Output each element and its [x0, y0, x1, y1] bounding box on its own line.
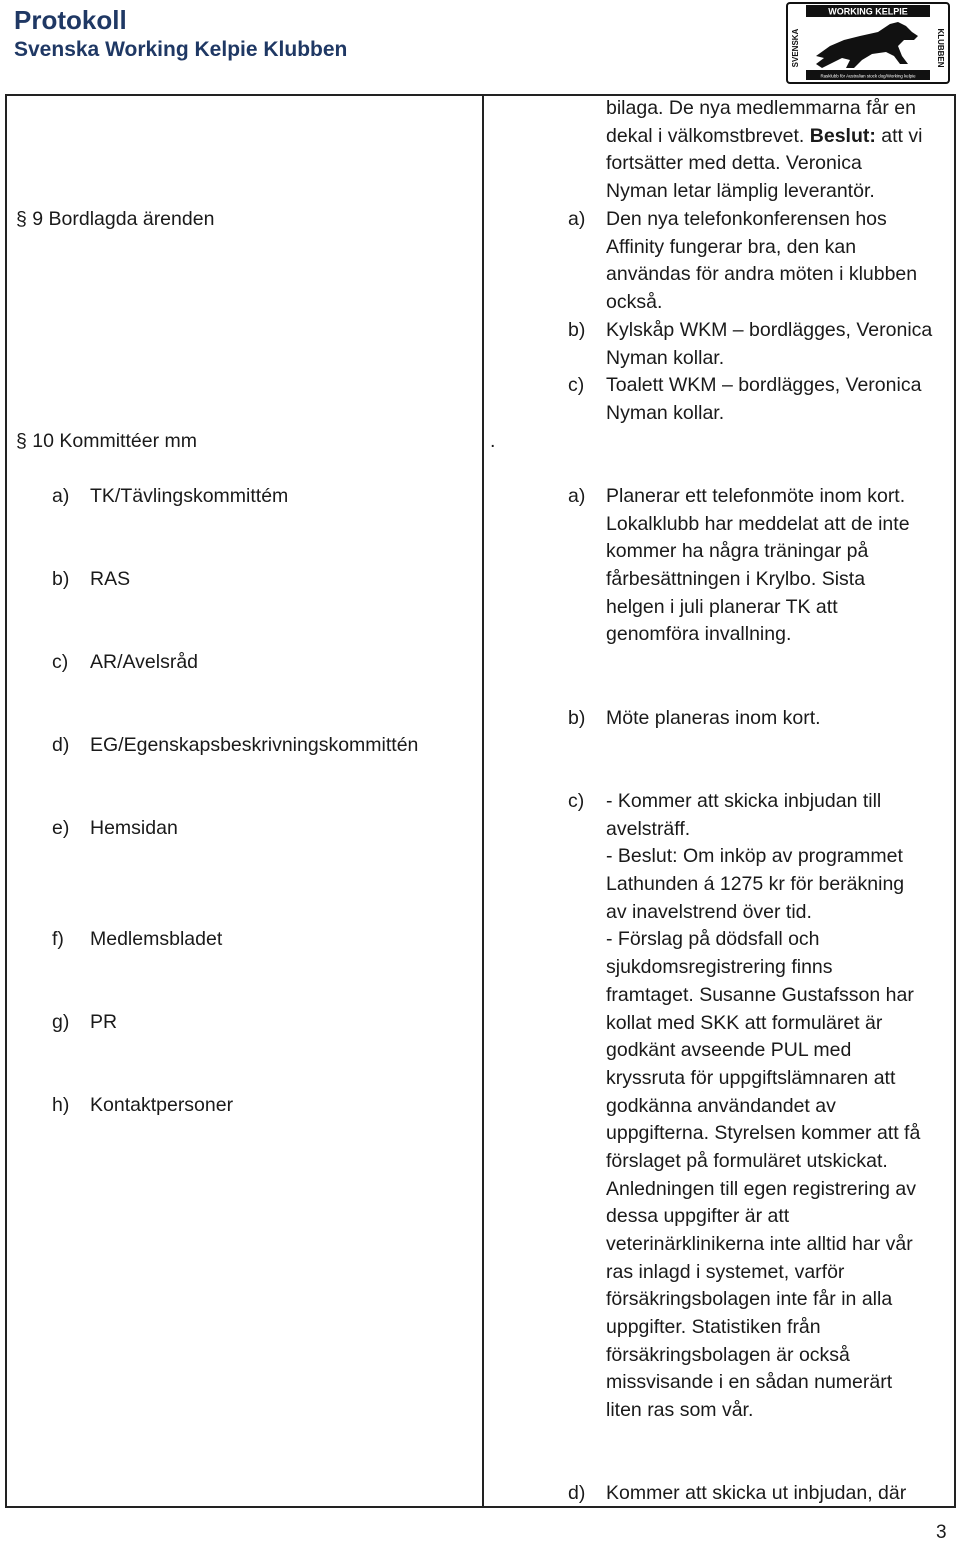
section-9-title: § 9 Bordlagda ärenden — [16, 208, 215, 230]
committee-tk: TK/Tävlingskommittém — [90, 485, 289, 507]
document-header — [14, 4, 347, 64]
decision-label: Beslut: — [809, 124, 876, 147]
section-9-item-c: Toalett WKM – bordlägges, Veronica Nyman kollar. — [606, 374, 922, 424]
note-ar: - Kommer att skicka inbjudan till avelsträff. - Beslut: Om inköp av programmet Lathunden á 1275 kr för beräkning av inavelstrend över tid. - Förslag på dödsfall och sjukdomsregistrering finns framtaget. Susanne Gustafsson har kollat med SKK att formuläret är godkänt avseende PUL med kryssruta för uppgiftslämnaren att godkänna användandet av uppgifterna. Styrelsen kommer att få förslaget på formuläret utskickat. Anledningen till egen registrering av dessa uppgifter är att veterinärklinikerna inte alltid har vår ras inlagd i systemet, varför försäkringsbolagen inte får in alla uppgifter. Statistiken från försäkringsbolagen är också missvisande i en sådan numerärt liten ras som vår. — [606, 790, 921, 1422]
previous-item-continuation: bilaga. De nya medlemmarna får en dekal i välkomstbrevet. Beslut: att vi fortsätter med detta. Veronica Nyman letar lämplig leverantör. — [606, 97, 923, 203]
note-eg: Kommer att skicka ut inbjudan, där — [606, 1482, 907, 1504]
note-label: a) — [568, 485, 586, 507]
club-name: Svenska Working Kelpie Klubben — [14, 38, 348, 61]
committee-label: c) — [52, 651, 69, 673]
committee-label: g) — [52, 1011, 70, 1033]
item-label: a) — [568, 208, 586, 230]
item-label: c) — [568, 374, 585, 396]
item-label: b) — [568, 319, 586, 341]
committee-ras: RAS — [90, 568, 131, 590]
note-label: d) — [568, 1482, 586, 1504]
committee-label: f) — [52, 928, 64, 950]
club-logo — [786, 2, 950, 84]
committee-label: h) — [52, 1094, 70, 1116]
committee-hemsidan: Hemsidan — [90, 817, 178, 839]
committee-label: b) — [52, 568, 70, 590]
committee-label: e) — [52, 817, 70, 839]
note-tk: Planerar ett telefonmöte inom kort. Lokalklubb har meddelat att de inte kommer ha några träningar på fårbesättningen i Krylbo. Sista helgen i juli planerar TK att genomföra invallning. — [606, 485, 910, 646]
logo-text-right: KLUBBEN — [936, 28, 945, 68]
section-9-item-a: Den nya telefonkonferensen hos Affinity fungerar bra, den kan användas för andra möten i klubben också. — [606, 208, 918, 314]
committee-medlemsbladet: Medlemsbladet — [90, 928, 223, 950]
section-10-title: § 10 Kommittéer mm — [16, 430, 197, 452]
committee-ar: AR/Avelsråd — [90, 651, 199, 673]
committee-eg: EG/Egenskapsbeskrivningskommittén — [90, 734, 419, 756]
logo-text-left: SVENSKA — [791, 28, 800, 68]
note-ras: Möte planeras inom kort. — [606, 707, 821, 729]
column-divider — [482, 94, 484, 1508]
logo-text-top: WORKING KELPIE — [828, 6, 908, 17]
page-number: 3 — [936, 1522, 947, 1543]
stray-dot: . — [490, 430, 496, 452]
logo-text-bottom: Rasklubb för Australian stock dog/Working kelpie — [820, 73, 916, 79]
document-title: Protokoll — [14, 5, 127, 35]
committee-kontaktpersoner: Kontaktpersoner — [90, 1094, 234, 1116]
section-9-item-b: Kylskåp WKM – bordlägges, Veronica Nyman kollar. — [606, 319, 933, 369]
committee-label: d) — [52, 734, 70, 756]
note-label: c) — [568, 790, 585, 812]
committee-pr: PR — [90, 1011, 118, 1033]
committee-label: a) — [52, 485, 70, 507]
note-label: b) — [568, 707, 586, 729]
